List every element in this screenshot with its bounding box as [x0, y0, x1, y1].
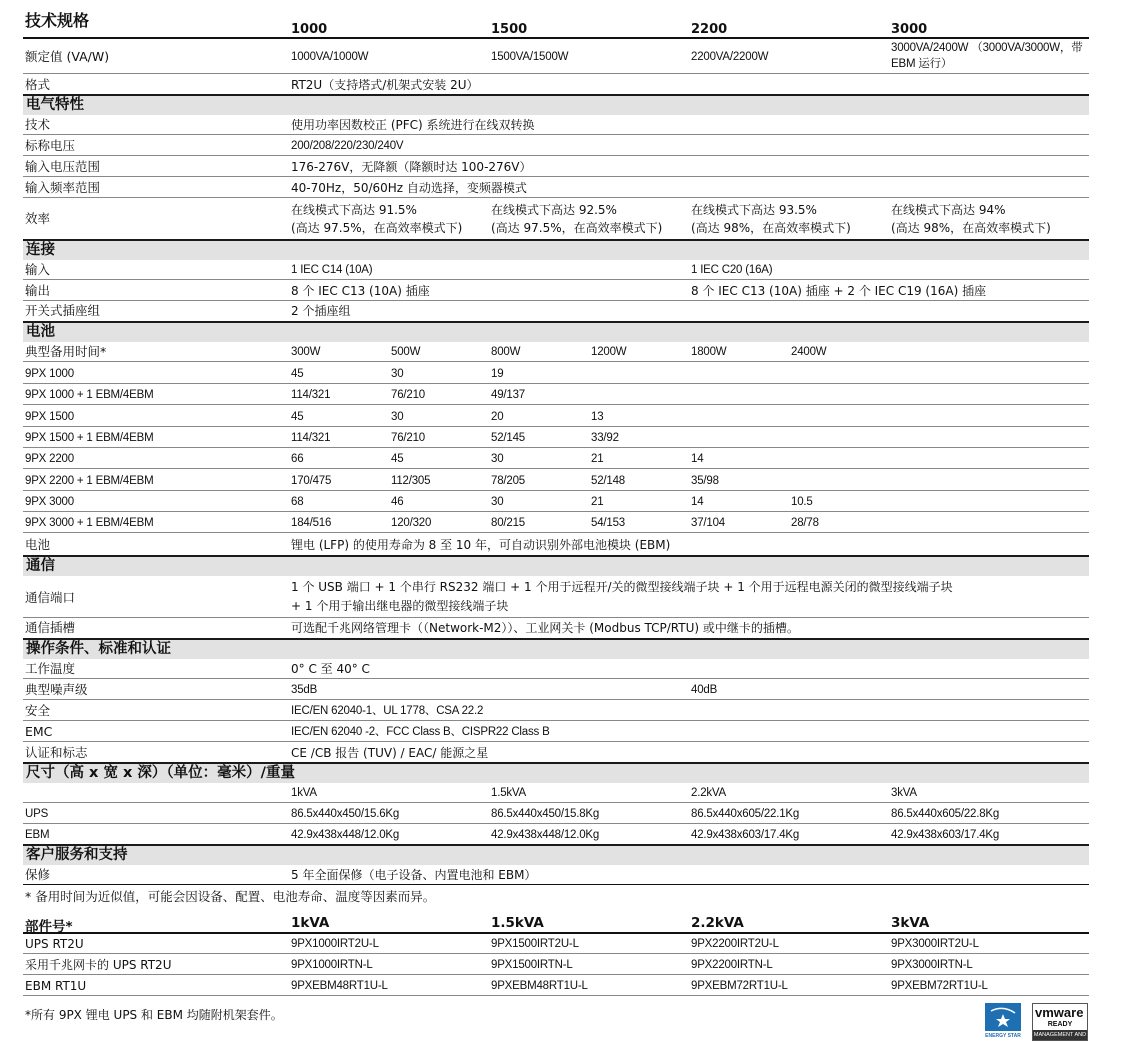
nominal-label: 标称电压 — [25, 138, 76, 153]
battery-value: 锂电 (LFP) 的使用寿命为 8 至 10 年，可自动识别外部电池模块 (EBM) — [291, 538, 671, 552]
energy-star-icon — [985, 1003, 1021, 1039]
input-left: 1 IEC C14 (10A) — [291, 264, 373, 276]
rating-1000: 1000VA/1000W — [291, 51, 369, 63]
runtime-row-name: 9PX 2200 — [25, 453, 74, 466]
runtime-cell: 37/104 — [691, 517, 725, 530]
row-rule — [23, 300, 1089, 301]
section-service — [23, 844, 1089, 865]
tech-value: 使用功率因数校正 (PFC) 系统进行在线双转换 — [291, 118, 535, 132]
runtime-cell: 45 — [291, 368, 304, 380]
freq-value: 40-70Hz，50/60Hz 自动选择，变频器模式 — [291, 181, 527, 195]
output-left: 8 个 IEC C13 (10A) 插座 — [291, 284, 430, 298]
parts-col-2: 1.5kVA — [491, 915, 544, 931]
load-header: 800W — [491, 346, 521, 358]
runtime-cell: 112/305 — [391, 474, 431, 487]
emc-value: IEC/EN 62040 -2、FCC Class B、CISPR22 Class B — [291, 726, 550, 738]
dims-ebm-3: 42.9x438x603/17.4Kg — [691, 829, 800, 841]
runtime-cell: 114/321 — [291, 389, 331, 402]
parts-row-name: EBM RT1U — [25, 979, 87, 993]
runtime-cell: 52/145 — [491, 431, 525, 444]
model-1000: 1000 — [291, 22, 328, 37]
section-title: 尺寸（高 x 宽 x 深）（单位：毫米）/重量 — [26, 765, 295, 781]
rating-3000-line1: 3000VA/2400W （3000VA/3000W，带 — [891, 42, 1083, 54]
section-title: 操作条件、标准和认证 — [26, 641, 171, 657]
runtime-cell: 30 — [491, 495, 504, 508]
row-rule — [23, 802, 1089, 803]
row-rule — [23, 678, 1089, 679]
row-rule — [23, 176, 1089, 177]
runtime-cell: 45 — [291, 410, 304, 423]
runtime-row-name: 9PX 1500 — [25, 410, 74, 423]
temp-value: 0° C 至 40° C — [291, 662, 370, 676]
section-title: 客户服务和支持 — [26, 847, 128, 863]
row-rule — [23, 383, 1089, 384]
runtime-cell: 10.5 — [791, 495, 813, 508]
runtime-cell: 21 — [591, 453, 604, 466]
dims-ups-label: UPS — [25, 808, 49, 820]
section-title: 电气特性 — [26, 97, 84, 113]
model-3000: 3000 — [891, 22, 928, 37]
part-number: 9PX3000IRTN-L — [891, 959, 973, 971]
safety-label: 安全 — [25, 703, 51, 718]
runtime-row-name: 9PX 1000 + 1 EBM/4EBM — [25, 389, 154, 402]
runtime-row-name: 9PX 2200 + 1 EBM/4EBM — [25, 474, 154, 487]
eff-2200-a: 在线模式下高达 93.5% — [691, 203, 817, 217]
footnote: * 备用时间为近似值，可能会因设备、配置、电池寿命、温度等因素而异。 — [25, 889, 436, 904]
input-label: 输入 — [25, 262, 51, 277]
parts-col-1: 1kVA — [291, 915, 330, 931]
runtime-cell: 66 — [291, 453, 304, 466]
row-rule — [23, 404, 1089, 405]
nominal-value: 200/208/220/230/240V — [291, 140, 404, 152]
runtime-cell: 14 — [691, 495, 704, 508]
runtime-cell: 54/153 — [591, 517, 625, 530]
row-rule — [23, 953, 1089, 954]
load-header: 1800W — [691, 346, 727, 358]
eff-3000-b: (高达 98%，在高效率模式下) — [891, 221, 1051, 235]
part-number: 9PX3000IRT2U-L — [891, 938, 979, 950]
dims-col-1: 1kVA — [291, 787, 317, 799]
form-label: 格式 — [25, 77, 51, 92]
row-rule — [23, 511, 1089, 512]
dims-ups-4: 86.5x440x605/22.8Kg — [891, 808, 1000, 820]
part-number: 9PXEBM48RT1U-L — [291, 980, 388, 992]
runtime-cell: 30 — [391, 368, 404, 380]
row-rule — [23, 447, 1089, 448]
in-range-label: 输入电压范围 — [25, 159, 101, 174]
parts-row-name: UPS RT2U — [25, 937, 84, 951]
runtime-cell: 170/475 — [291, 474, 332, 487]
row-rule — [23, 884, 1089, 885]
part-number: 9PX1500IRT2U-L — [491, 938, 579, 950]
row-rule — [23, 73, 1089, 74]
row-rule — [23, 468, 1089, 469]
runtime-cell: 21 — [591, 495, 604, 508]
part-number: 9PX2200IRT2U-L — [691, 938, 779, 950]
cert-value: CE /CB 报告 (TUV) / EAC/ 能源之星 — [291, 746, 489, 760]
runtime-cell: 28/78 — [791, 517, 819, 530]
runtime-cell: 14 — [691, 453, 704, 466]
row-rule — [23, 155, 1089, 156]
row-rule — [23, 617, 1089, 618]
runtime-cell: 184/516 — [291, 517, 332, 530]
dims-col-2: 1.5kVA — [491, 787, 527, 799]
section-title: 电池 — [26, 324, 55, 340]
output-right: 8 个 IEC C13 (10A) 插座 + 2 个 IEC C19 (16A) 插座 — [691, 284, 987, 298]
row-rule — [23, 532, 1089, 533]
vmware-band: MANAGEMENT AND — [1033, 1032, 1087, 1038]
runtime-row-name: 9PX 1000 — [25, 368, 74, 380]
runtime-cell: 30 — [491, 453, 504, 466]
runtime-cell: 78/205 — [491, 474, 525, 487]
rating-1500: 1500VA/1500W — [491, 51, 569, 63]
eff-3000-a: 在线模式下高达 94% — [891, 203, 1006, 217]
slot-label: 通信插槽 — [25, 620, 76, 635]
row-rule — [23, 699, 1089, 700]
dims-col-4: 3kVA — [891, 787, 917, 799]
parts-col-3: 2.2kVA — [691, 915, 744, 931]
runtime-cell: 80/215 — [491, 517, 525, 530]
row-rule — [23, 361, 1089, 362]
section-ops — [23, 638, 1089, 659]
load-header: 300W — [291, 346, 321, 358]
row-rule — [23, 197, 1089, 198]
noise-label: 典型噪声级 — [25, 682, 88, 697]
section-battery — [23, 321, 1089, 342]
row-rule — [23, 490, 1089, 491]
runtime-row-name: 9PX 3000 + 1 EBM/4EBM — [25, 517, 154, 530]
dims-ups-1: 86.5x440x450/15.6Kg — [291, 808, 400, 820]
runtime-cell: 49/137 — [491, 389, 525, 402]
vmware-ready: READY — [1047, 1021, 1073, 1028]
dims-ups-3: 86.5x440x605/22.1Kg — [691, 808, 800, 820]
safety-value: IEC/EN 62040-1、UL 1778、CSA 22.2 — [291, 705, 484, 717]
row-rule — [23, 974, 1089, 975]
runtime-cell: 19 — [491, 368, 504, 380]
runtime-cell: 46 — [391, 495, 404, 508]
row-rule — [23, 279, 1089, 280]
dims-ebm-label: EBM — [25, 829, 50, 841]
runtime-cell: 45 — [391, 453, 404, 466]
load-header: 2400W — [791, 346, 827, 358]
groups-label: 开关式插座组 — [25, 303, 101, 318]
vmware-wordmark: vmware — [1035, 1005, 1084, 1020]
ports-line1: 1 个 USB 端口 + 1 个串行 RS232 端口 + 1 个用于远程开/关的微型接线端子块 + 1 个用于远程电源关闭的微型接线端子块 — [291, 580, 953, 594]
groups-value: 2 个插座组 — [291, 304, 351, 318]
row-rule — [23, 720, 1089, 721]
part-number: 9PXEBM48RT1U-L — [491, 980, 588, 992]
section-title: 连接 — [26, 242, 55, 258]
page-title: 技术规格 — [25, 11, 90, 30]
runtime-cell: 33/92 — [591, 431, 619, 444]
runtime-cell: 35/98 — [691, 474, 719, 487]
eff-1500-a: 在线模式下高达 92.5% — [491, 203, 617, 217]
model-2200: 2200 — [691, 22, 728, 37]
parts-title: 部件号* — [25, 919, 73, 935]
runtime-cell: 52/148 — [591, 474, 625, 487]
vmware-logo — [1032, 1003, 1088, 1041]
runtime-row-name: 9PX 3000 — [25, 495, 74, 508]
rating-label: 额定值 (VA/W) — [25, 49, 110, 64]
section-title: 通信 — [26, 558, 55, 574]
load-header: 1200W — [591, 346, 627, 358]
row-rule — [23, 741, 1089, 742]
section-electrical — [23, 94, 1089, 115]
noise-left: 35dB — [291, 684, 318, 696]
parts-header-rule — [23, 932, 1089, 934]
rating-3000-line2: EBM 运行） — [891, 58, 953, 70]
energy-star-logo — [985, 1003, 1021, 1039]
section-connection — [23, 239, 1089, 260]
part-number: 9PX2200IRTN-L — [691, 959, 773, 971]
eff-1000-b: (高达 97.5%，在高效率模式下) — [291, 221, 463, 235]
battery-label: 电池 — [25, 537, 51, 552]
cert-label: 认证和标志 — [25, 745, 88, 760]
runtime-label: 典型备用时间* — [25, 344, 107, 359]
parts-row-name: 采用千兆网卡的 UPS RT2U — [25, 958, 172, 972]
part-number: 9PX1500IRTN-L — [491, 959, 573, 971]
dims-col-3: 2.2kVA — [691, 787, 727, 799]
runtime-cell: 20 — [491, 410, 504, 423]
runtime-cell: 120/320 — [391, 517, 432, 530]
runtime-cell: 76/210 — [391, 431, 425, 444]
row-rule — [23, 426, 1089, 427]
ports-label: 通信端口 — [25, 590, 76, 605]
form-value: RT2U（支持塔式/机架式安装 2U） — [291, 78, 479, 92]
eff-1500-b: (高达 97.5%，在高效率模式下) — [491, 221, 663, 235]
part-number: 9PX1000IRT2U-L — [291, 938, 379, 950]
slot-value: 可选配千兆网络管理卡（（Network-M2））、工业网关卡 (Modbus TCP/RTU) 或中继卡的插槽。 — [291, 621, 799, 635]
part-number: 9PXEBM72RT1U-L — [891, 980, 988, 992]
runtime-cell: 30 — [391, 410, 404, 423]
noise-right: 40dB — [691, 684, 718, 696]
input-right: 1 IEC C20 (16A) — [691, 264, 773, 276]
warranty-value: 5 年全面保修（电子设备、内置电池和 EBM） — [291, 868, 537, 882]
row-rule — [23, 995, 1089, 996]
eff-label: 效率 — [25, 211, 51, 226]
part-number: 9PXEBM72RT1U-L — [691, 980, 788, 992]
section-dims — [23, 762, 1089, 783]
runtime-cell: 68 — [291, 495, 304, 508]
in-range-value: 176-276V，无降额（降额时达 100-276V） — [291, 160, 532, 174]
parts-col-4: 3kVA — [891, 915, 930, 931]
row-rule — [23, 134, 1089, 135]
warranty-label: 保修 — [25, 867, 51, 882]
header-rule — [23, 37, 1089, 39]
runtime-row-name: 9PX 1500 + 1 EBM/4EBM — [25, 431, 154, 444]
runtime-cell: 13 — [591, 410, 604, 423]
dims-ebm-1: 42.9x438x448/12.0Kg — [291, 829, 400, 841]
section-comm — [23, 555, 1089, 576]
load-header: 500W — [391, 346, 421, 358]
model-1500: 1500 — [491, 22, 528, 37]
dims-ups-2: 86.5x440x450/15.8Kg — [491, 808, 600, 820]
rack-note: *所有 9PX 锂电 UPS 和 EBM 均随附机架套件。 — [25, 1008, 283, 1022]
dims-ebm-2: 42.9x438x448/12.0Kg — [491, 829, 600, 841]
eff-2200-b: (高达 98%，在高效率模式下) — [691, 221, 851, 235]
energy-star-text: ENERGY STAR — [985, 1033, 1021, 1039]
tech-label: 技术 — [25, 117, 51, 132]
ports-line2: + 1 个用于输出继电器的微型接线端子块 — [291, 599, 509, 613]
emc-label: EMC — [25, 724, 53, 739]
runtime-cell: 114/321 — [291, 431, 331, 444]
dims-ebm-4: 42.9x438x603/17.4Kg — [891, 829, 1000, 841]
row-rule — [23, 823, 1089, 824]
freq-label: 输入频率范围 — [25, 180, 101, 195]
temp-label: 工作温度 — [25, 661, 76, 676]
output-label: 输出 — [25, 283, 51, 298]
runtime-cell: 76/210 — [391, 389, 425, 402]
rating-2200: 2200VA/2200W — [691, 51, 769, 63]
eff-1000-a: 在线模式下高达 91.5% — [291, 203, 417, 217]
part-number: 9PX1000IRTN-L — [291, 959, 373, 971]
